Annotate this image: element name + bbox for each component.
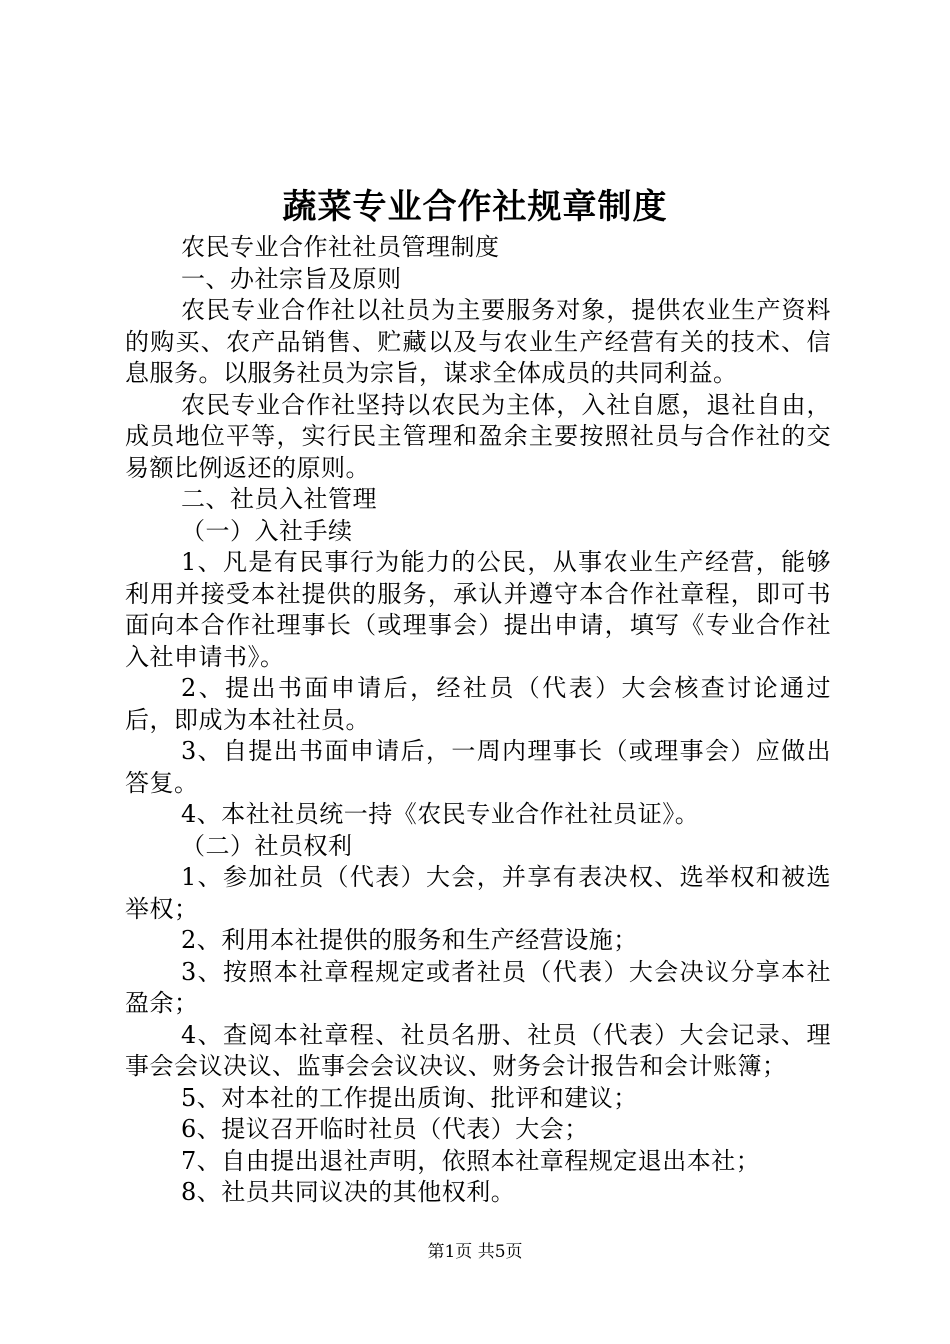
- list-item: 8、社员共同议决的其他权利。: [181, 1178, 516, 1206]
- paragraph-heading-management: 农民专业合作社社员管理制度: [181, 233, 500, 261]
- subsection-heading-1: （一）入社手续: [181, 516, 353, 545]
- paragraph: 农民专业合作社坚持以农民为主体，入社自愿，退社自由，成员地位平等，实行民主管理和盈余主要按照社员与合作社的交易额比例返还的原则。: [125, 390, 831, 482]
- list-item: 1、凡是有民事行为能力的公民，从事农业生产经营，能够利用并接受本社提供的服务，承认并遵守本合作社章程，即可书面向本合作社理事长（或理事会）提出申请，填写《专业合作社入社申请书》。: [125, 548, 831, 671]
- list-item: 7、自由提出退社声明，依照本社章程规定退出本社；: [181, 1146, 761, 1175]
- section-heading-1: 一、办社宗旨及原则: [181, 264, 402, 293]
- paragraph: 农民专业合作社以社员为主要服务对象，提供农业生产资料的购买、农产品销售、贮藏以及与农业生产经营有关的技术、信息服务。以服务社员为宗旨，谋求全体成员的共同利益。: [125, 296, 831, 387]
- list-item: 3、自提出书面申请后，一周内理事长（或理事会）应做出答复。: [125, 737, 831, 797]
- list-item: 3、按照本社章程规定或者社员（代表）大会决议分享本社盈余；: [125, 957, 831, 1017]
- list-item: 4、查阅本社章程、社员名册、社员（代表）大会记录、理事会会议决议、监事会会议决议、财务会计报告和会计账簿；: [125, 1020, 831, 1080]
- page-number-footer: 第1页 共5页: [427, 1242, 523, 1262]
- subsection-heading-2: （二）社员权利: [181, 831, 353, 860]
- list-item: 2、提出书面申请后，经社员（代表）大会核查讨论通过后，即成为本社社员。: [125, 674, 831, 734]
- list-item: 6、提议召开临时社员（代表）大会；: [181, 1115, 589, 1143]
- document-body: [125, 232, 831, 1209]
- list-item: 5、对本社的工作提出质询、批评和建议；: [181, 1083, 638, 1112]
- section-heading-2: 二、社员入社管理: [181, 485, 377, 513]
- list-item: 1、参加社员（代表）大会，并享有表决权、选举权和被选举权；: [125, 863, 831, 923]
- list-item: 2、利用本社提供的服务和生产经营设施；: [181, 926, 638, 954]
- document-title: 蔬菜专业合作社规章制度: [282, 187, 668, 227]
- list-item: 4、本社社员统一持《农民专业合作社社员证》。: [181, 800, 700, 828]
